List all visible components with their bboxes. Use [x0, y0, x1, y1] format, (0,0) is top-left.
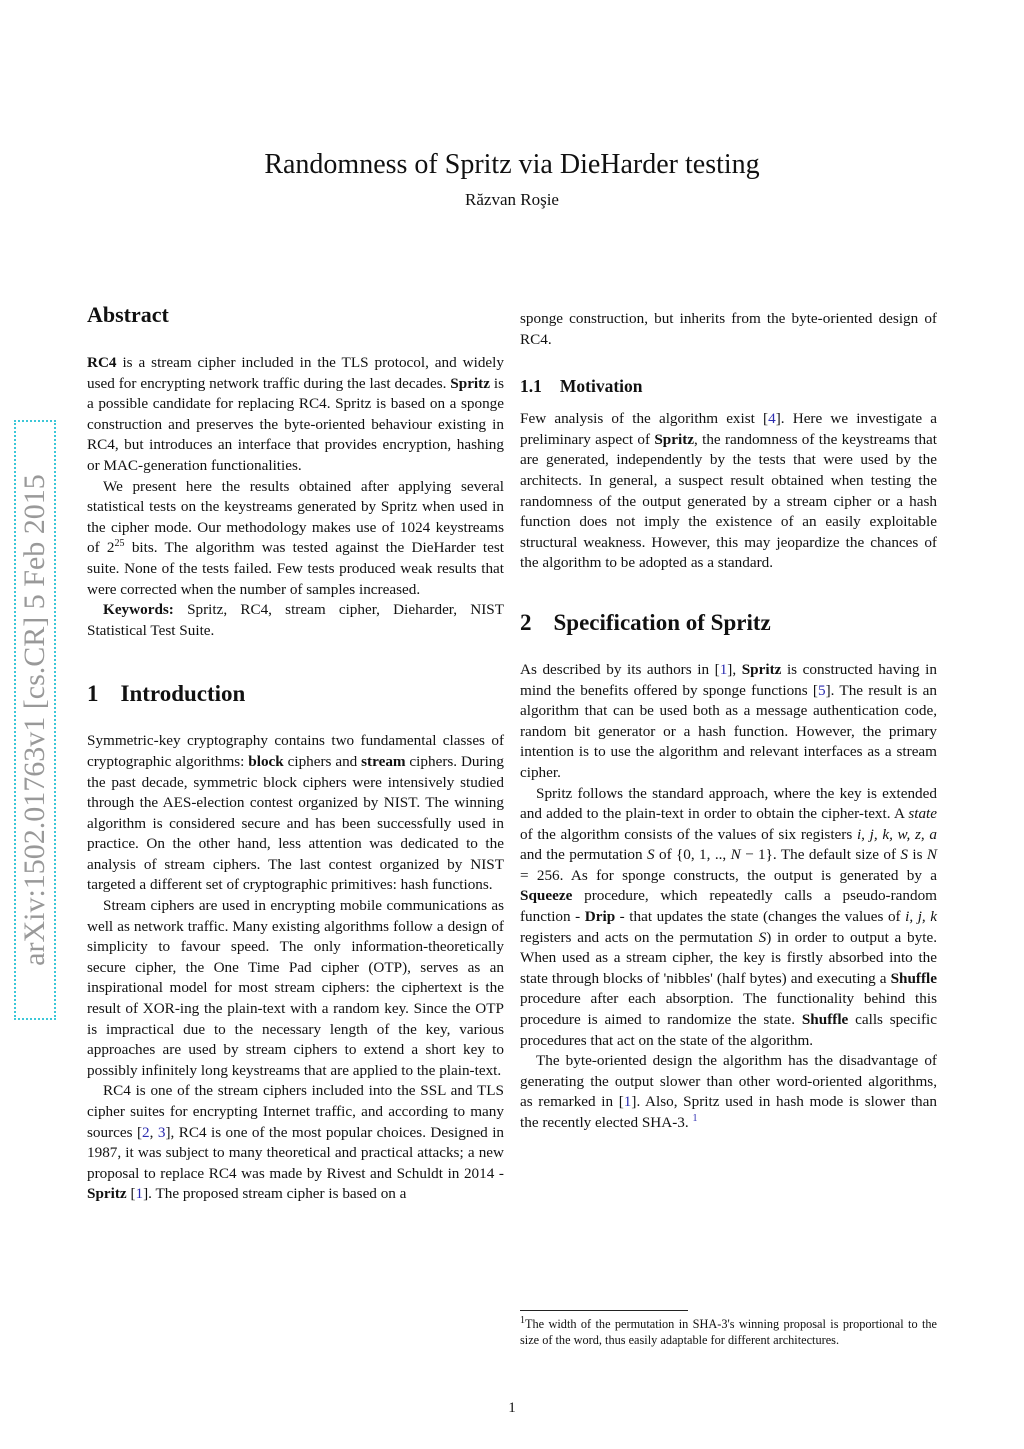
- spec-paragraph-3: The byte-oriented design the algorithm has the disadvantage of generating the output slower than other word-oriented algorithms, as remarked in [1]. Also, Spritz used in hash mode is slower than the recently elected SHA-3. $^1$: [520, 1052, 937, 1131]
- footnote-text: $^1$The width of the permutation in SHA-3's winning proposal is proportional to the size of the word, thus easily adaptable for different architectures.: [520, 1314, 937, 1347]
- citation-link-4[interactable]: 4: [768, 410, 776, 428]
- keywords: Keywords: Spritz, RC4, stream cipher, Dieharder, NIST Statistical Test Suite.: [87, 601, 504, 639]
- arxiv-identifier-stamp[interactable]: arXiv:1502.01763v1 [cs.CR] 5 Feb 2015: [14, 420, 56, 1020]
- motivation-paragraph: Few analysis of the algorithm exist [4]. Here we investigate a preliminary aspect of Spritz, the randomness of the keystreams that are generated, independently by the tests that were used by the architects. In general, a suspect result obtained when testing the randomness of the output generated by a stream cipher or a hash function does not imply the existence of an easily exploitable structural weakness. However, this may jeopardize the chances of the algorithm to be adopted as a standard.: [520, 410, 938, 572]
- citation-link-3[interactable]: 3: [157, 1123, 166, 1141]
- subsection-heading-motivation: 1.1 Motivation: [520, 376, 643, 397]
- citation-link-1[interactable]: 1: [719, 660, 728, 678]
- section-heading-specification: 2 Specification of Spritz: [520, 609, 771, 635]
- footnote-marker[interactable]: 1: [692, 1112, 698, 1124]
- paper-title: Randomness of Spritz via DieHarder testing: [264, 148, 760, 180]
- footnote-area: [520, 1310, 937, 1348]
- abstract-heading: Abstract: [87, 302, 169, 327]
- section-heading-introduction: 1 Introduction: [87, 681, 246, 707]
- citation-link-1[interactable]: 1: [623, 1093, 632, 1111]
- left-column: [87, 300, 504, 1205]
- intro-paragraph-2: Stream ciphers are used in encrypting mobile communications as well as network traffic. Many existing algorithms follow a design of simplicity to favour speed. The only information-theoretically secure cipher, the One Time Pad cipher (OTP), serves as an inspirational model for most stream ciphers: the ciphertext is the result of XOR-ing the plain-text with a random key. Since the OTP is impractical due to the necessary length of the key, various approaches are used by stream ciphers to extend a short key to possibly infinitely long keystreams that are applied to the plain-text.: [87, 897, 504, 1079]
- intro-paragraph-3: RC4 is one of the stream ciphers included into the SSL and TLS cipher suites for encrypting Internet traffic, and according to many sources [2, 3], RC4 is one of the most popular choices. Designed in 1987, it was subject to many theoretical and practical attacks; a new proposal to replace RC4 was made by Rivest and Schuldt in 2014 - Spritz [1]. The proposed stream cipher is based on a: [87, 1082, 505, 1203]
- citation-link-5[interactable]: 5: [817, 681, 826, 699]
- citation-link-2[interactable]: 2: [142, 1123, 150, 1141]
- author-name: Răzvan Roşie: [465, 190, 559, 209]
- citation-link-1[interactable]: 1: [135, 1185, 144, 1203]
- page-number: 1: [508, 1400, 516, 1416]
- spec-paragraph-1: As described by its authors in [1], Spritz is constructed having in mind the benefits offered by sponge functions [5]. The result is an algorithm that can be used both as a message authentication code, random bit generator or a hash function. However, the primary intention is to use the algorithm and relevant interfaces as a stream cipher.: [520, 660, 937, 781]
- intro-paragraph-3-continued: sponge construction, but inherits from the byte-oriented design of RC4.: [520, 310, 937, 348]
- keywords-label: Keywords:: [103, 601, 174, 619]
- right-column: [520, 309, 937, 1134]
- footnote-divider: [520, 1310, 688, 1311]
- abstract-paragraph-2: We present here the results obtained after applying several statistical tests on the keystreams generated by Spritz when used in the cipher mode. Our methodology makes use of 1024 keystreams of $2^{25}$ bits. The algorithm was tested against the DieHarder test suite. None of the tests failed. Few tests produced weak results that were corrected when the number of samples increased.: [87, 477, 504, 598]
- intro-paragraph-1: Symmetric-key cryptography contains two fundamental classes of cryptographic algorithms: block ciphers and stream ciphers. During the past decade, symmetric block ciphers were intensively studied through the AES-election contest organized by NIST. The winning algorithm is considered secure and has been successfully used in practice. On the other hand, less attention was dedicated to the analysis of stream ciphers. The last contest organized by NIST targeted a different set of cryptographic primitives: hash functions.: [87, 732, 504, 894]
- spec-paragraph-2: Spritz follows the standard approach, where the key is extended and added to the plain-text in order to obtain the cipher-text. A state of the algorithm consists of the values of six registers i, j, k, w, z, a and the permutation S of {0, 1, .., N − 1}. The default size of S is N = 256. As for sponge constructs, the output is generated by a Squeeze procedure, which repeatedly calls a pseudo-random function - Drip - that updates the state (changes the values of i, j, k registers and acts on the permutation S) in order to output a byte. When used as a stream cipher, the key is firstly absorbed into the state through blocks of 'nibbles' (half bytes) and executing a Shuffle procedure after each absorption. The functionality behind this procedure is aimed to randomize the state. Shuffle calls specific procedures that act on the state of the algorithm.: [520, 784, 938, 1049]
- abstract-paragraph-1: RC4 is a stream cipher included in the TLS protocol, and widely used for encrypting network traffic during the last decades. Spritz is a possible candidate for replacing RC4. Spritz is based on a sponge construction and preserves the byte-oriented behaviour existing in RC4, but introduces an interface that provides encryption, hashing or MAC-generation functionalities.: [87, 354, 504, 474]
